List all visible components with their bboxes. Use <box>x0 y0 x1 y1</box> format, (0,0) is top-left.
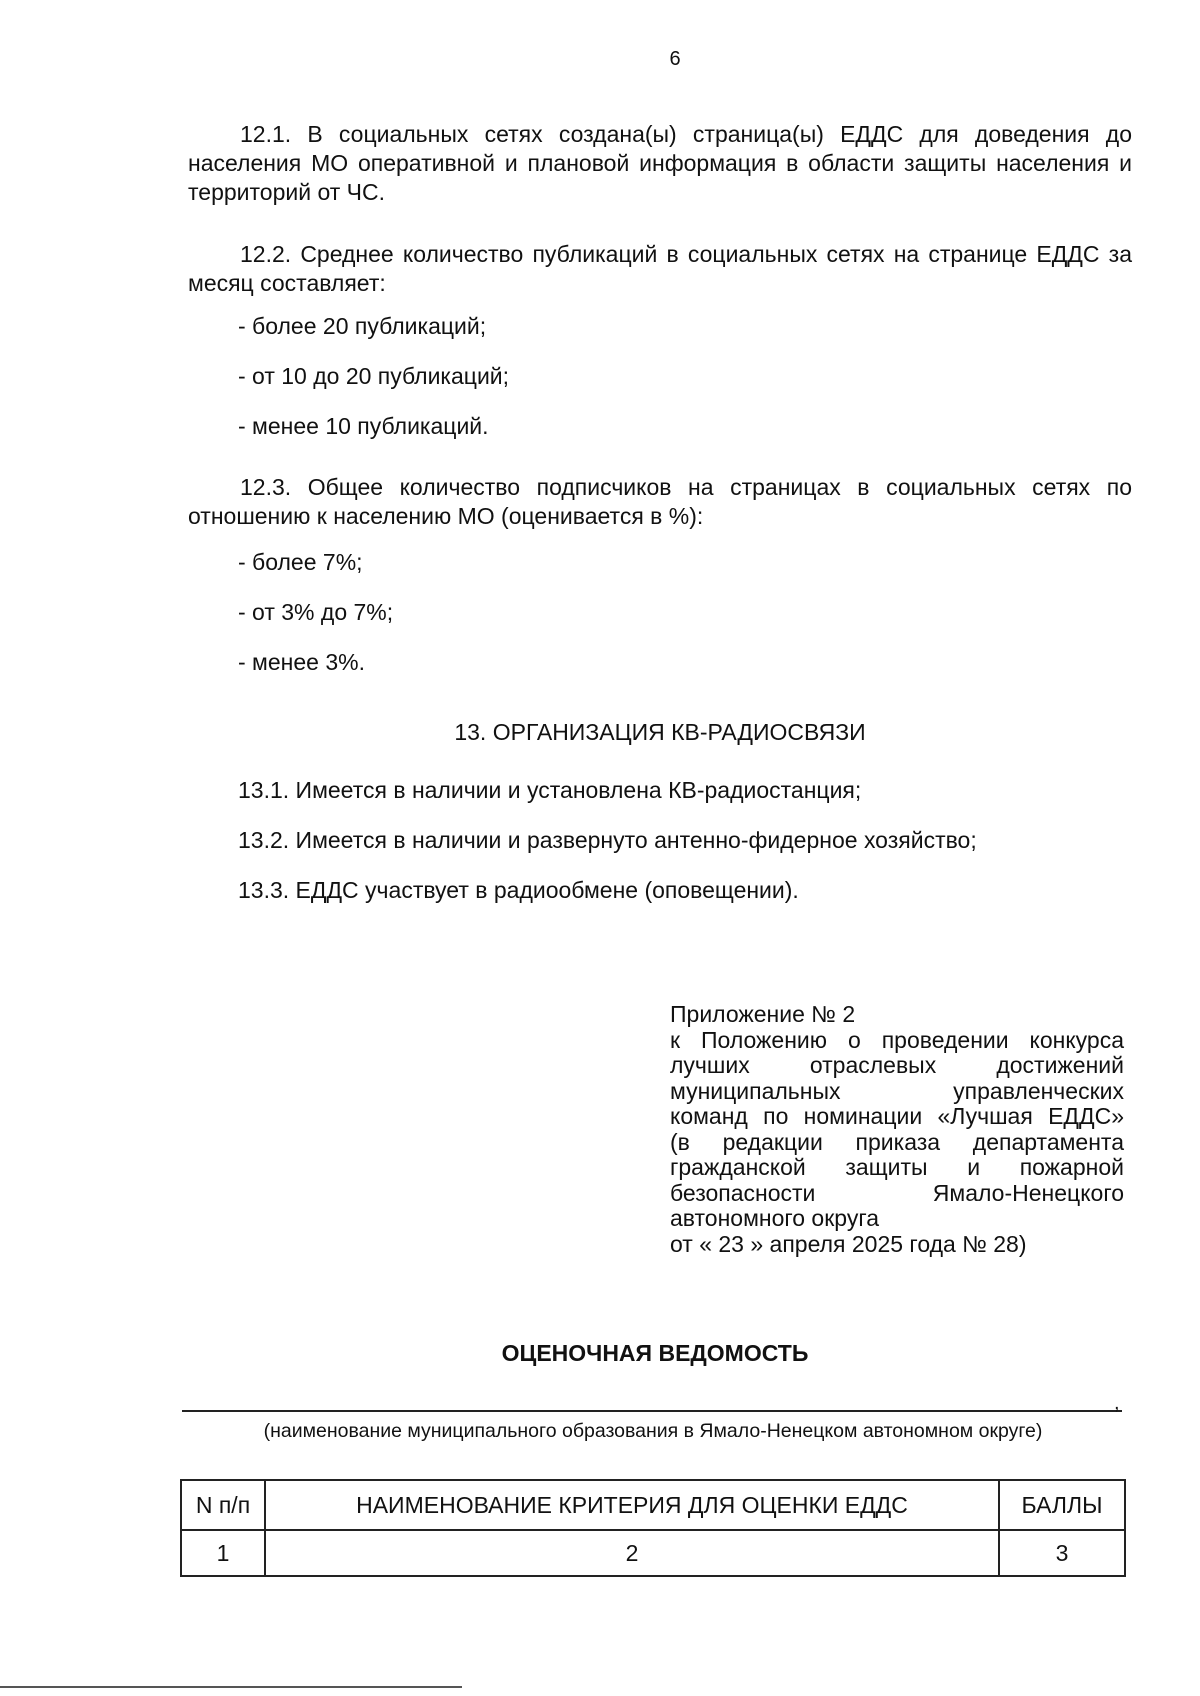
paragraph-12-1: 12.1. В социальных сетях создана(ы) страница(ы) ЕДДС для доведения до населения МО оперативной и плановой информация в области защиты населения и территорий от ЧС. <box>188 121 1132 205</box>
page-number: 6 <box>669 48 681 70</box>
footnote-separator <box>0 1686 462 1688</box>
option-12-2-1: - более 20 публикаций; <box>238 313 487 339</box>
cell-points: 3 <box>999 1530 1125 1576</box>
table-row <box>181 1530 1125 1576</box>
table-header-row <box>181 1480 1125 1530</box>
option-12-3-2: - от 3% до 7%; <box>238 599 394 625</box>
evaluation-table <box>180 1479 1126 1577</box>
header-criterion: НАИМЕНОВАНИЕ КРИТЕРИЯ ДЛЯ ОЦЕНКИ ЕДДС <box>265 1480 999 1530</box>
trailing-comma: , <box>1114 1392 1120 1414</box>
option-12-2-3: - менее 10 публикаций. <box>238 413 489 439</box>
annex-line-2: к Положению о проведении конкурса <box>670 1026 1124 1053</box>
option-12-3-1: - более 7%; <box>238 549 363 575</box>
header-number: N п/п <box>181 1480 265 1530</box>
municipality-caption: (наименование муниципального образования в Ямало-Ненецком автономном округе) <box>263 1420 1043 1442</box>
header-points: БАЛЛЫ <box>999 1480 1125 1530</box>
annex-line-3: лучших отраслевых достижений <box>670 1052 1124 1078</box>
annex-line-4: муниципальных управленческих <box>670 1077 1124 1104</box>
annex-line-6: (в редакции приказа департамента <box>670 1128 1124 1155</box>
item-13-1: 13.1. Имеется в наличии и установлена КВ-радиостанция; <box>238 777 862 803</box>
annex-line-9: автономного округа <box>670 1205 879 1231</box>
cell-criterion: 2 <box>265 1530 999 1576</box>
section-13-heading: 13. ОРГАНИЗАЦИЯ КВ-РАДИОСВЯЗИ <box>454 719 866 745</box>
paragraph-12-3: 12.3. Общее количество подписчиков на страницах в социальных сетях по отношению к населению МО (оценивается в %): <box>188 474 1132 529</box>
option-12-2-2: - от 10 до 20 публикаций; <box>238 363 510 389</box>
annex-block <box>670 1002 1124 1257</box>
item-13-2: 13.2. Имеется в наличии и развернуто антенно-фидерное хозяйство; <box>238 827 977 853</box>
option-12-3-3: - менее 3%. <box>238 649 365 675</box>
municipality-name-line <box>182 1410 1122 1412</box>
annex-line-10: от « 23 » апреля 2025 года № 28) <box>670 1230 1027 1257</box>
paragraph-12-2: 12.2. Среднее количество публикаций в социальных сетях на странице ЕДДС за месяц составляет: <box>188 241 1132 296</box>
cell-number: 1 <box>181 1530 265 1576</box>
form-title: ОЦЕНОЧНАЯ ВЕДОМОСТЬ <box>501 1340 809 1366</box>
annex-line-8: безопасности Ямало-Ненецкого <box>670 1179 1124 1206</box>
annex-line-5: команд по номинации «Лучшая ЕДДС» <box>670 1103 1124 1129</box>
annex-line-1: Приложение № 2 <box>670 1001 856 1027</box>
item-13-3: 13.3. ЕДДС участвует в радиообмене (оповещении). <box>238 877 799 903</box>
annex-line-7: гражданской защиты и пожарной <box>670 1154 1124 1180</box>
